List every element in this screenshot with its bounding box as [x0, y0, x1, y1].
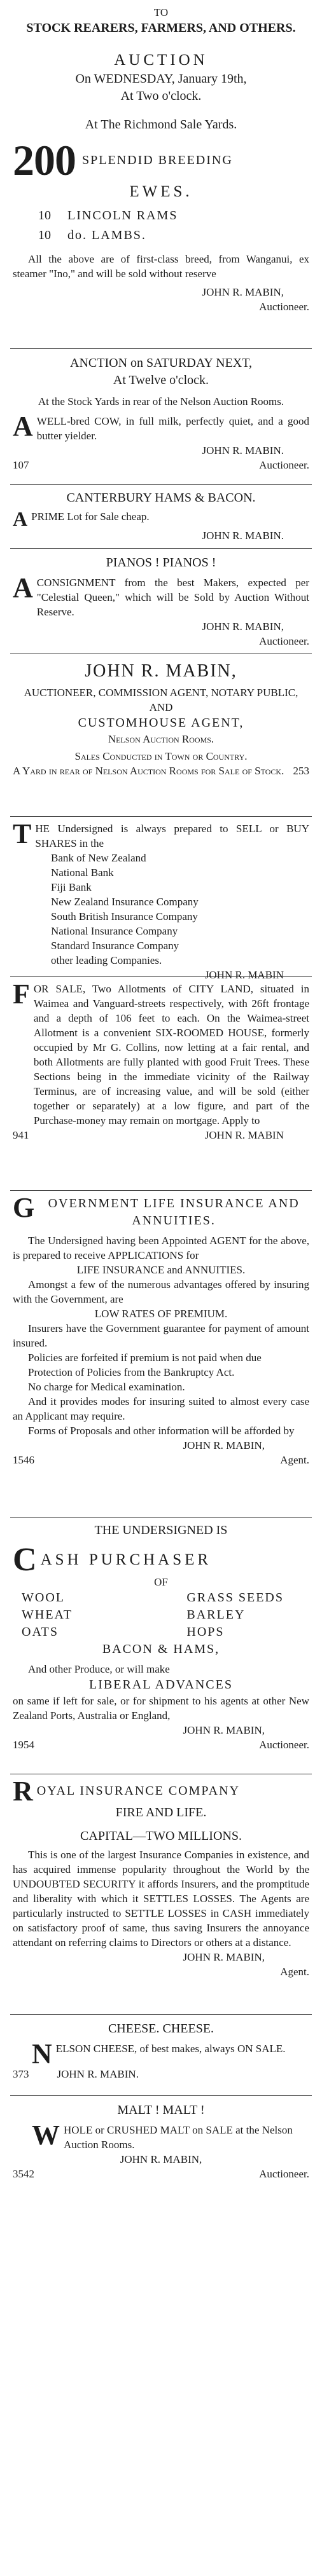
divider — [10, 548, 312, 549]
produce-grid — [13, 1589, 309, 1641]
produce-item: WHEAT — [22, 1608, 73, 1622]
ad-heading: PIANOS ! PIANOS ! — [106, 556, 216, 570]
ad-paragraph: Insurers have the Government guarantee for payment of amount insured. — [13, 1322, 309, 1349]
ad-heading-block — [13, 1776, 309, 1807]
ad-heading: OYAL INSURANCE COMPANY — [36, 1784, 241, 1798]
cheese-ad — [13, 2020, 309, 2081]
signature-title: Agent. — [280, 1966, 309, 1978]
auction-place: At the Stock Yards in rear of the Nelson Auction Rooms. — [38, 395, 284, 408]
drop-cap: A — [13, 507, 28, 530]
signature: JOHN R. MABIN. — [202, 444, 284, 456]
ad-heading: CANTERBURY HAMS & BACON. — [66, 491, 256, 505]
ad-body: PRIME Lot for Sale cheap. — [31, 510, 150, 523]
signature: JOHN R. MABIN, — [183, 1439, 265, 1451]
divider — [10, 348, 312, 349]
ad-heading: THE UNDERSIGNED IS — [94, 1523, 228, 1537]
business-line: Nelson Auction Rooms. — [108, 733, 214, 745]
business-line: AND — [149, 701, 173, 713]
ad-heading: ANCTION on SATURDAY NEXT, — [70, 356, 252, 370]
ad-paragraph: The Undersigned having been Appointed AGENT for the above, is prepared to receive APPLICATIONS for — [13, 1235, 309, 1261]
ad-body: CONSIGNMENT from the best Makers, expected per "Celestial Queen," which will be Sold by Auction Without Reserve. — [36, 577, 309, 618]
pianos-ad — [13, 554, 309, 648]
ad-heading: MALT ! MALT ! — [117, 2103, 205, 2117]
ad-title: ASH PURCHASER — [40, 1551, 212, 1568]
produce-item: GRASS SEEDS — [186, 1591, 284, 1605]
government-insurance-ad — [13, 1192, 309, 1467]
quantity-number: 200 — [13, 136, 76, 184]
drop-cap: G — [13, 1192, 35, 1223]
signature-title: Auctioneer. — [259, 635, 309, 647]
ad-footer — [13, 1453, 309, 1467]
ad-body-block — [13, 2120, 309, 2152]
business-name: JOHN R. MABIN, — [85, 661, 237, 681]
capital-label: CAPITAL—TWO MILLIONS. — [80, 1829, 242, 1843]
signature: JOHN R. MABIN, — [183, 1724, 265, 1736]
signature: JOHN R. MABIN, — [202, 286, 284, 298]
ad-body: HE Undersigned is always prepared to SELL or BUY SHARES in the — [35, 823, 309, 849]
malt-ad — [13, 2102, 309, 2181]
ad-paragraph: No charge for Medical examination. — [28, 1381, 185, 1393]
ad-paragraph: LOW RATES OF PREMIUM. — [94, 1308, 228, 1320]
ad-paragraph: on same if left for sale, or for shipment to his agents at other New Zealand Ports, Australia or England, — [13, 1695, 309, 1722]
divider — [10, 976, 312, 977]
produce-item: WOOL — [22, 1591, 65, 1605]
lot-description: do. LAMBS. — [67, 228, 146, 242]
ad-number: 107 — [13, 459, 29, 471]
business-card — [13, 660, 309, 778]
ad-footer — [13, 1128, 309, 1142]
hams-ad — [13, 490, 309, 543]
cash-purchaser-ad — [13, 1522, 309, 1752]
ad-body: HOLE or CRUSHED MALT on SALE at the Nelson Auction Rooms. — [64, 2124, 293, 2151]
business-line: Sales Conducted in Town or Country. — [74, 750, 248, 762]
ad-title-block — [13, 1542, 309, 1578]
ad-body-block — [13, 818, 309, 851]
ad-number: 1954 — [13, 1739, 34, 1751]
ad-paragraph: Forms of Proposals and other information will be afforded by — [28, 1425, 295, 1437]
business-line: A Yard in rear of Nelson Auction Rooms for Sale of Stock. — [13, 765, 284, 777]
quantity-text: SPLENDID BREEDING — [82, 153, 233, 167]
ad-body: All the above are of first-class breed, from Wanganui, ex steamer "Ino," and will be sold without reserve — [13, 253, 309, 280]
lot-quantity: 10 — [38, 228, 51, 242]
ad-subheading: FIRE AND LIFE. — [115, 1805, 207, 1819]
signature-title: Auctioneer. — [259, 301, 309, 313]
company-item: Fiji Bank — [51, 881, 92, 893]
produce-column — [186, 1589, 284, 1641]
ad-body-block — [13, 509, 309, 528]
drop-cap: T — [13, 818, 32, 849]
auction-label: AUCTION — [114, 51, 208, 69]
divider — [10, 484, 312, 485]
advances-label: LIBERAL ADVANCES — [89, 1678, 233, 1692]
auction-ad-cow — [13, 355, 309, 472]
business-line: CUSTOMHOUSE AGENT, — [78, 716, 244, 730]
signature: JOHN R. MABIN, — [183, 1951, 265, 1963]
divider — [10, 2014, 312, 2015]
stock-headline — [13, 136, 309, 184]
produce-item: OATS — [22, 1625, 59, 1639]
shares-ad — [13, 818, 309, 982]
produce-item: BACON & HAMS, — [102, 1642, 220, 1656]
ad-body-block — [13, 2038, 309, 2069]
drop-cap: R — [13, 1776, 33, 1807]
ad-number: 1546 — [13, 1454, 34, 1466]
ad-body-block — [13, 411, 309, 443]
company-item: South British Insurance Company — [51, 910, 198, 922]
auction-ad-ewes — [13, 5, 309, 314]
ad-paragraph: And other Produce, or will make — [28, 1663, 170, 1675]
ad-body-block — [13, 572, 309, 619]
ad-body: This is one of the largest Insurance Companies in existence, and has acquired immense popularity throughout the World by the UNDOUBTED SECURITY it affords Insurers, and the promptitude and liberality with which it SETTLES LOSSES. The Agents are particularly instructed to SETTLE LOSSES in CASH immediately on satisfactory proof of same, thus saving Insurers the annoyance attendant on referring claims to Directors or others at a distance. — [13, 1849, 309, 1949]
ad-number: 373 — [13, 2068, 29, 2080]
signature: JOHN R. MABIN. — [57, 2068, 139, 2080]
lot-line — [13, 227, 309, 244]
auction-time: At Twelve o'clock. — [113, 373, 209, 387]
ad-number: 253 — [293, 765, 309, 777]
ad-heading-block — [13, 1192, 309, 1230]
drop-cap: A — [13, 572, 33, 603]
produce-item: HOPS — [186, 1625, 225, 1639]
ad-body: OR SALE, Two Allotments of CITY LAND, situated in Waimea and Vanguard-streets respectively, with 26ft frontage and a depth of 106 feet to each. On the Waimea-street Allotment is a convenient SIX-ROOMED HOUSE, formerly occupied by Mr G. Collins, now letting at a fair rental, and both Allotments are fully planted with good Fruit Trees. These Sections being in the immediate vicinity of the Railway Terminus, are of increasing value, and will be sold (either together or separately) at a low figure, and part of the Purchase-money may remain on mortgage. Apply to — [33, 983, 309, 1127]
ad-number: 3542 — [13, 2168, 34, 2180]
business-line: AUCTIONEER, COMMISSION AGENT, NOTARY PUBLIC, — [24, 687, 298, 699]
signature: JOHN R. MABIN — [204, 1129, 284, 1141]
drop-cap: F — [13, 978, 30, 1010]
ad-body: ELSON CHEESE, of best makes, always ON SALE. — [55, 2043, 286, 2055]
auction-time: At Two o'clock. — [120, 89, 202, 103]
ad-heading: STOCK REARERS, FARMERS, AND OTHERS. — [26, 21, 296, 35]
ewes-label: EWES. — [129, 183, 193, 200]
land-sale-ad — [13, 978, 309, 1142]
signature: JOHN R. MABIN — [204, 969, 284, 981]
ad-paragraph: Amongst a few of the numerous advantages offered by insuring with the Government, are — [13, 1278, 309, 1305]
company-item: Bank of New Zealand — [51, 852, 146, 864]
signature: JOHN R. MABIN, — [120, 2153, 202, 2165]
drop-cap: W — [32, 2120, 60, 2151]
signature-title: Auctioneer. — [259, 1739, 309, 1751]
signature-title: Agent. — [280, 1454, 309, 1466]
ad-number: 941 — [13, 1129, 29, 1141]
ad-body-block — [13, 978, 309, 1128]
drop-cap: N — [32, 2038, 52, 2069]
signature: JOHN R. MABIN. — [202, 530, 284, 542]
divider — [10, 1517, 312, 1518]
company-item: Standard Insurance Company — [51, 940, 179, 952]
company-list — [13, 851, 309, 968]
signature-title: Auctioneer. — [259, 2168, 309, 2180]
divider — [10, 1190, 312, 1191]
signature: JOHN R. MABIN, — [202, 620, 284, 633]
drop-cap: C — [13, 1542, 37, 1578]
ad-footer — [13, 2067, 309, 2081]
company-item: other leading Companies. — [51, 954, 162, 966]
ad-paragraph: And it provides modes for insuring suited to almost every case an Applicant may require. — [13, 1395, 309, 1422]
ad-paragraph: LIFE INSURANCE and ANNUITIES. — [76, 1264, 246, 1276]
ad-paragraph: Policies are forfeited if premium is not paid when due — [28, 1352, 262, 1364]
company-item: National Insurance Company — [51, 925, 178, 937]
lot-description: LINCOLN RAMS — [67, 209, 178, 223]
lot-line — [13, 207, 309, 224]
ad-heading: CHEESE. CHEESE. — [108, 2022, 214, 2036]
auction-date: On WEDNESDAY, January 19th, — [75, 72, 247, 86]
signature-title: Auctioneer. — [259, 459, 309, 471]
divider — [10, 816, 312, 817]
company-item: New Zealand Insurance Company — [51, 896, 199, 908]
ad-footer — [13, 1737, 309, 1752]
ad-body: WELL-bred COW, in full milk, perfectly quiet, and a good butter yielder. — [36, 415, 309, 442]
ad-footer — [13, 2167, 309, 2181]
royal-insurance-ad — [13, 1776, 309, 1979]
produce-column — [22, 1589, 73, 1641]
ad-heading: OVERNMENT LIFE INSURANCE AND ANNUITIES. — [48, 1196, 300, 1228]
produce-item: BARLEY — [186, 1608, 246, 1622]
ad-footer — [13, 458, 309, 472]
to-label: TO — [153, 6, 169, 18]
divider — [10, 2095, 312, 2096]
lot-quantity: 10 — [38, 209, 51, 223]
ad-paragraph: Protection of Policies from the Bankruptcy Act. — [28, 1366, 235, 1378]
auction-place: At The Richmond Sale Yards. — [85, 118, 237, 132]
of-label: OF — [154, 1576, 168, 1588]
drop-cap: A — [13, 411, 33, 442]
company-item: National Bank — [51, 867, 114, 879]
